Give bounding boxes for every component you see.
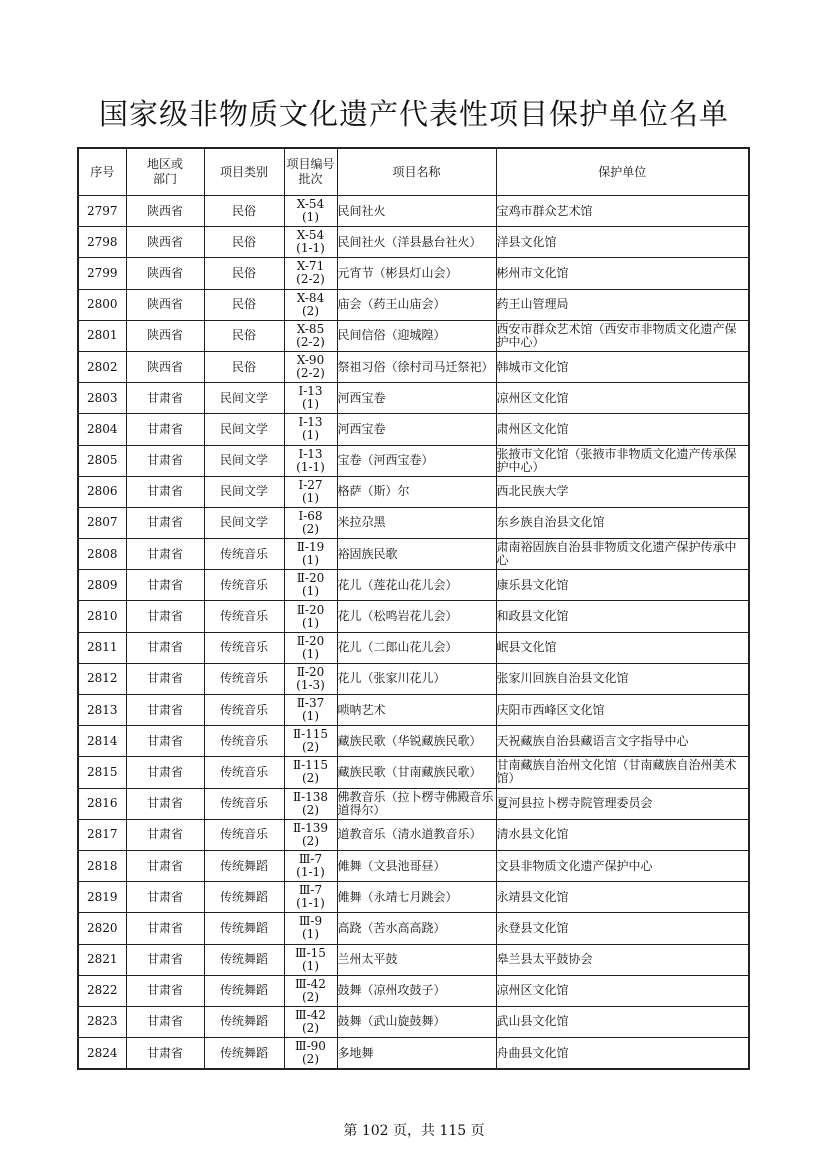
table-row [78, 1006, 749, 1037]
cell-project-name: 河西宝卷 [337, 383, 496, 414]
cell-code: Ⅱ-37 (1) [284, 695, 337, 726]
cell-category: 传统音乐 [204, 695, 284, 726]
cell-seq: 2809 [78, 570, 126, 601]
cell-code: X-84 (2) [284, 289, 337, 320]
cell-protection-unit: 张家川回族自治县文化馆 [496, 663, 749, 694]
table-row [78, 258, 749, 289]
cell-seq: 2799 [78, 258, 126, 289]
cell-category: 民间文学 [204, 383, 284, 414]
cell-category: 传统音乐 [204, 726, 284, 757]
table-row [78, 289, 749, 320]
cell-seq: 2797 [78, 196, 126, 227]
cell-code: Ⅱ-20 (1) [284, 570, 337, 601]
cell-protection-unit: 张掖市文化馆（张掖市非物质文化遗产传承保护中心） [496, 445, 749, 476]
cell-project-name: 花儿（莲花山花儿会） [337, 570, 496, 601]
cell-project-name: 花儿（松鸣岩花儿会） [337, 601, 496, 632]
cell-protection-unit: 文县非物质文化遗产保护中心 [496, 850, 749, 881]
cell-protection-unit: 武山县文化馆 [496, 1006, 749, 1037]
cell-region: 甘肃省 [126, 383, 204, 414]
table-row [78, 383, 749, 414]
cell-project-name: 傩舞（永靖七月跳会） [337, 882, 496, 913]
cell-region: 甘肃省 [126, 570, 204, 601]
cell-category: 传统舞蹈 [204, 850, 284, 881]
cell-project-name: 米拉尕黑 [337, 507, 496, 538]
table-row [78, 539, 749, 570]
cell-protection-unit: 天祝藏族自治县藏语言文字指导中心 [496, 726, 749, 757]
table-row [78, 882, 749, 913]
cell-protection-unit: 东乡族自治县文化馆 [496, 507, 749, 538]
cell-seq: 2798 [78, 227, 126, 258]
cell-code: Ⅲ-9 (1) [284, 913, 337, 944]
cell-region: 甘肃省 [126, 632, 204, 663]
cell-protection-unit: 凉州区文化馆 [496, 383, 749, 414]
cell-category: 传统舞蹈 [204, 944, 284, 975]
cell-project-name: 祭祖习俗（徐村司马迁祭祀） [337, 351, 496, 382]
cell-category: 民俗 [204, 320, 284, 351]
header-region: 地区或 部门 [126, 148, 204, 196]
cell-category: 民俗 [204, 351, 284, 382]
table-row [78, 351, 749, 382]
table-row [78, 819, 749, 850]
cell-region: 甘肃省 [126, 788, 204, 819]
table-body [78, 196, 749, 1070]
cell-seq: 2819 [78, 882, 126, 913]
cell-seq: 2816 [78, 788, 126, 819]
cell-project-name: 格萨（斯）尔 [337, 476, 496, 507]
cell-seq: 2808 [78, 539, 126, 570]
cell-category: 传统音乐 [204, 632, 284, 663]
cell-region: 陕西省 [126, 196, 204, 227]
cell-category: 传统音乐 [204, 788, 284, 819]
cell-seq: 2802 [78, 351, 126, 382]
cell-code: X-85 (2-2) [284, 320, 337, 351]
cell-region: 甘肃省 [126, 414, 204, 445]
cell-region: 陕西省 [126, 227, 204, 258]
cell-code: Ⅰ-13 (1) [284, 383, 337, 414]
cell-region: 甘肃省 [126, 975, 204, 1006]
table-row [78, 1038, 749, 1070]
table-row [78, 695, 749, 726]
cell-project-name: 河西宝卷 [337, 414, 496, 445]
cell-project-name: 民间社火 [337, 196, 496, 227]
cell-protection-unit: 药王山管理局 [496, 289, 749, 320]
cell-code: Ⅱ-20 (1) [284, 601, 337, 632]
cell-code: Ⅱ-115 (2) [284, 757, 337, 788]
table-row [78, 632, 749, 663]
table-row [78, 788, 749, 819]
header-code: 项目编号 批次 [284, 148, 337, 196]
cell-protection-unit: 和政县文化馆 [496, 601, 749, 632]
table-row [78, 850, 749, 881]
cell-seq: 2812 [78, 663, 126, 694]
cell-region: 甘肃省 [126, 882, 204, 913]
header-name: 项目名称 [337, 148, 496, 196]
cell-protection-unit: 夏河县拉卜楞寺院管理委员会 [496, 788, 749, 819]
cell-region: 甘肃省 [126, 757, 204, 788]
page-title: 国家级非物质文化遗产代表性项目保护单位名单 [98, 97, 729, 131]
cell-project-name: 鼓舞（凉州攻鼓子） [337, 975, 496, 1006]
cell-code: X-54 (1) [284, 196, 337, 227]
cell-protection-unit: 彬州市文化馆 [496, 258, 749, 289]
cell-category: 传统舞蹈 [204, 1006, 284, 1037]
table-row [78, 227, 749, 258]
cell-protection-unit: 清水县文化馆 [496, 819, 749, 850]
cell-seq: 2804 [78, 414, 126, 445]
cell-code: Ⅱ-115 (2) [284, 726, 337, 757]
cell-project-name: 花儿（张家川花儿） [337, 663, 496, 694]
cell-project-name: 民间社火（洋县悬台社火） [337, 227, 496, 258]
cell-protection-unit: 洋县文化馆 [496, 227, 749, 258]
cell-project-name: 鼓舞（武山旋鼓舞） [337, 1006, 496, 1037]
table-row [78, 320, 749, 351]
cell-protection-unit: 永靖县文化馆 [496, 882, 749, 913]
cell-project-name: 唢呐艺术 [337, 695, 496, 726]
table-row [78, 570, 749, 601]
cell-region: 甘肃省 [126, 507, 204, 538]
cell-seq: 2800 [78, 289, 126, 320]
cell-seq: 2818 [78, 850, 126, 881]
cell-protection-unit: 韩城市文化馆 [496, 351, 749, 382]
cell-seq: 2823 [78, 1006, 126, 1037]
cell-code: X-54 (1-1) [284, 227, 337, 258]
cell-region: 甘肃省 [126, 1006, 204, 1037]
table-row [78, 414, 749, 445]
cell-seq: 2821 [78, 944, 126, 975]
cell-seq: 2813 [78, 695, 126, 726]
cell-project-name: 元宵节（彬县灯山会） [337, 258, 496, 289]
cell-protection-unit: 甘南藏族自治州文化馆（甘南藏族自治州美术馆） [496, 757, 749, 788]
cell-code: Ⅲ-90 (2) [284, 1038, 337, 1070]
cell-category: 传统音乐 [204, 663, 284, 694]
cell-code: Ⅲ-15 (1) [284, 944, 337, 975]
cell-category: 民俗 [204, 289, 284, 320]
cell-seq: 2815 [78, 757, 126, 788]
cell-protection-unit: 肃州区文化馆 [496, 414, 749, 445]
cell-category: 传统音乐 [204, 601, 284, 632]
cell-seq: 2805 [78, 445, 126, 476]
cell-protection-unit: 永登县文化馆 [496, 913, 749, 944]
cell-seq: 2817 [78, 819, 126, 850]
cell-category: 民间文学 [204, 476, 284, 507]
cell-category: 传统舞蹈 [204, 913, 284, 944]
cell-project-name: 藏族民歌（甘南藏族民歌） [337, 757, 496, 788]
cell-region: 陕西省 [126, 351, 204, 382]
cell-seq: 2810 [78, 601, 126, 632]
table-row [78, 507, 749, 538]
cell-category: 民俗 [204, 196, 284, 227]
cell-seq: 2807 [78, 507, 126, 538]
cell-code: Ⅱ-19 (1) [284, 539, 337, 570]
table-row [78, 975, 749, 1006]
cell-region: 甘肃省 [126, 1038, 204, 1070]
cell-seq: 2811 [78, 632, 126, 663]
cell-region: 陕西省 [126, 320, 204, 351]
table-header-row [78, 148, 749, 196]
cell-code: Ⅲ-42 (2) [284, 975, 337, 1006]
cell-protection-unit: 西安市群众艺术馆（西安市非物质文化遗产保护中心） [496, 320, 749, 351]
cell-region: 甘肃省 [126, 445, 204, 476]
cell-code: Ⅱ-139 (2) [284, 819, 337, 850]
cell-code: Ⅲ-7 (1-1) [284, 850, 337, 881]
cell-seq: 2822 [78, 975, 126, 1006]
table-row [78, 757, 749, 788]
cell-category: 传统舞蹈 [204, 975, 284, 1006]
table-row [78, 196, 749, 227]
cell-project-name: 裕固族民歌 [337, 539, 496, 570]
cell-category: 传统舞蹈 [204, 882, 284, 913]
cell-protection-unit: 康乐县文化馆 [496, 570, 749, 601]
cell-protection-unit: 舟曲县文化馆 [496, 1038, 749, 1070]
cell-category: 传统音乐 [204, 819, 284, 850]
cell-project-name: 民间信俗（迎城隍） [337, 320, 496, 351]
cell-project-name: 道教音乐（清水道教音乐） [337, 819, 496, 850]
cell-project-name: 宝卷（河西宝卷） [337, 445, 496, 476]
cell-seq: 2801 [78, 320, 126, 351]
table-row [78, 445, 749, 476]
cell-protection-unit: 西北民族大学 [496, 476, 749, 507]
cell-project-name: 花儿（二郎山花儿会） [337, 632, 496, 663]
cell-protection-unit: 岷县文化馆 [496, 632, 749, 663]
cell-category: 民间文学 [204, 414, 284, 445]
cell-seq: 2824 [78, 1038, 126, 1070]
cell-project-name: 藏族民歌（华锐藏族民歌） [337, 726, 496, 757]
cell-region: 甘肃省 [126, 913, 204, 944]
cell-code: Ⅰ-13 (1-1) [284, 445, 337, 476]
header-unit: 保护单位 [496, 148, 749, 196]
cell-region: 甘肃省 [126, 476, 204, 507]
cell-category: 民间文学 [204, 507, 284, 538]
table-row [78, 601, 749, 632]
header-seq: 序号 [78, 148, 126, 196]
cell-code: X-71 (2-2) [284, 258, 337, 289]
cell-protection-unit: 肃南裕固族自治县非物质文化遗产保护传承中心 [496, 539, 749, 570]
cell-region: 甘肃省 [126, 850, 204, 881]
cell-category: 传统音乐 [204, 539, 284, 570]
cell-category: 传统音乐 [204, 757, 284, 788]
cell-code: Ⅰ-27 (1) [284, 476, 337, 507]
table-row [78, 944, 749, 975]
cell-project-name: 兰州太平鼓 [337, 944, 496, 975]
cell-region: 甘肃省 [126, 695, 204, 726]
heritage-table [77, 147, 750, 1070]
cell-protection-unit: 凉州区文化馆 [496, 975, 749, 1006]
cell-code: Ⅰ-13 (1) [284, 414, 337, 445]
cell-code: X-90 (2-2) [284, 351, 337, 382]
cell-protection-unit: 皋兰县太平鼓协会 [496, 944, 749, 975]
cell-code: Ⅲ-42 (2) [284, 1006, 337, 1037]
cell-project-name: 高跷（苦水高高跷） [337, 913, 496, 944]
cell-code: Ⅱ-20 (1-3) [284, 663, 337, 694]
cell-category: 民间文学 [204, 445, 284, 476]
cell-region: 甘肃省 [126, 944, 204, 975]
cell-category: 民俗 [204, 258, 284, 289]
cell-project-name: 佛教音乐（拉卜楞寺佛殿音乐道得尔） [337, 788, 496, 819]
cell-region: 甘肃省 [126, 726, 204, 757]
header-category: 项目类别 [204, 148, 284, 196]
cell-seq: 2803 [78, 383, 126, 414]
table-row [78, 913, 749, 944]
cell-category: 传统舞蹈 [204, 1038, 284, 1070]
cell-code: Ⅲ-7 (1-1) [284, 882, 337, 913]
cell-region: 甘肃省 [126, 539, 204, 570]
cell-seq: 2820 [78, 913, 126, 944]
cell-code: Ⅱ-138 (2) [284, 788, 337, 819]
cell-protection-unit: 宝鸡市群众艺术馆 [496, 196, 749, 227]
table-row [78, 476, 749, 507]
cell-region: 陕西省 [126, 289, 204, 320]
cell-region: 甘肃省 [126, 819, 204, 850]
cell-code: Ⅰ-68 (2) [284, 507, 337, 538]
cell-seq: 2806 [78, 476, 126, 507]
cell-region: 甘肃省 [126, 663, 204, 694]
table-row [78, 726, 749, 757]
page-footer: 第 102 页，共 115 页 [343, 1123, 485, 1139]
cell-code: Ⅱ-20 (1) [284, 632, 337, 663]
cell-region: 甘肃省 [126, 601, 204, 632]
cell-category: 民俗 [204, 227, 284, 258]
cell-protection-unit: 庆阳市西峰区文化馆 [496, 695, 749, 726]
table-row [78, 663, 749, 694]
cell-category: 传统音乐 [204, 570, 284, 601]
cell-project-name: 傩舞（文县池哥昼） [337, 850, 496, 881]
cell-project-name: 多地舞 [337, 1038, 496, 1070]
cell-region: 陕西省 [126, 258, 204, 289]
cell-project-name: 庙会（药王山庙会） [337, 289, 496, 320]
cell-seq: 2814 [78, 726, 126, 757]
